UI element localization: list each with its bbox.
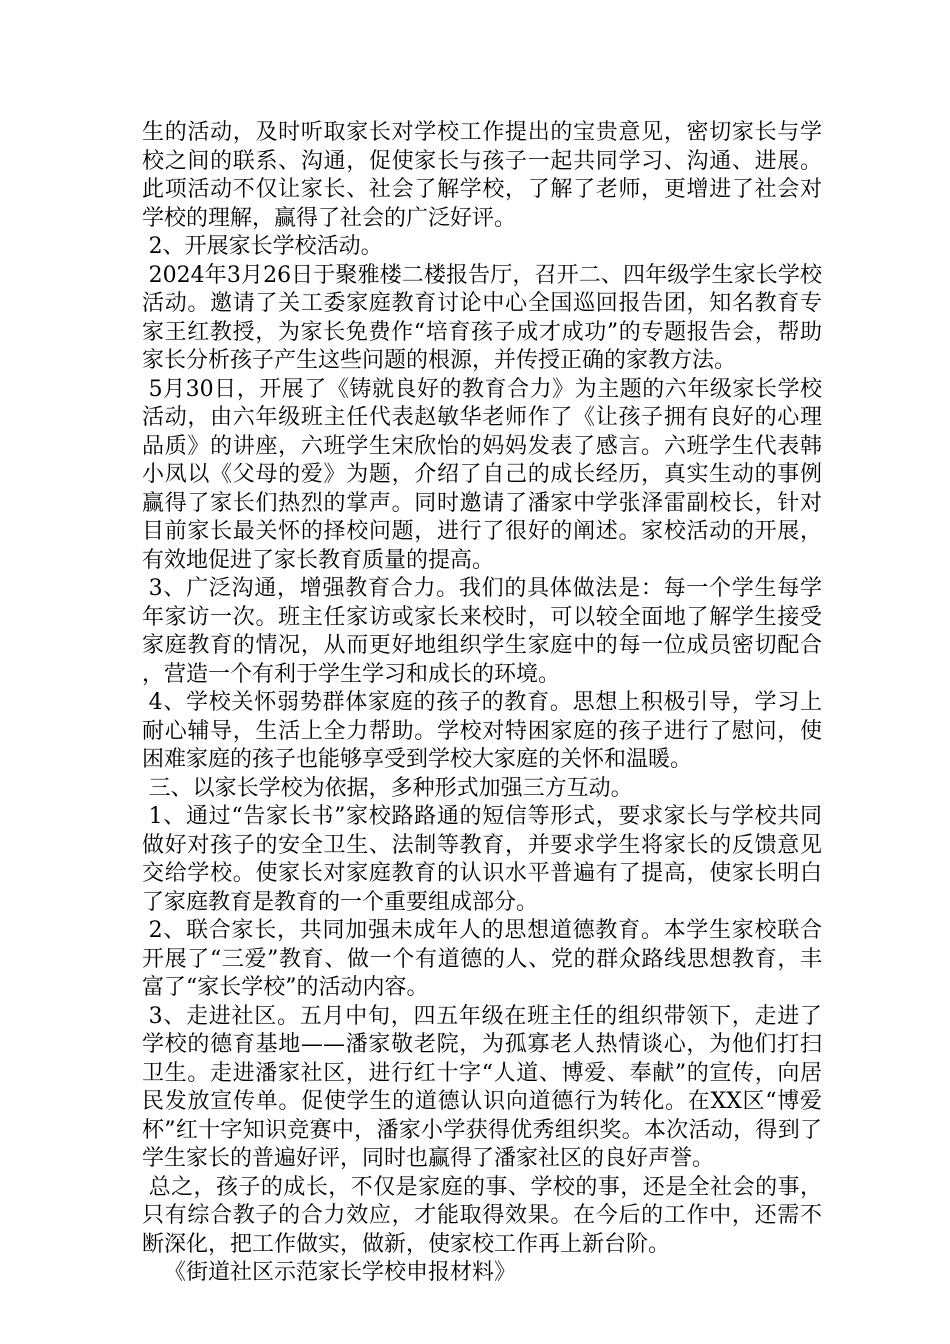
paragraph-communication: 3、广泛沟通，增强教育合力。我们的具体做法是：每一个学生每学年家访一次。班主任家访或家长来校时，可以较全面地了解学生接受家庭教育的情况，从而更好地组织学生家庭中的每一位成员密切配合，营造一个有利于学生学习和成长的环境。 — [142, 576, 822, 687]
paragraph-heading-parent-school-activities: 2、开展家长学校活动。 — [148, 234, 383, 259]
paragraph-section-three-heading: 三、以家长学校为依据，多种形式加强三方互动。 — [148, 775, 633, 801]
paragraph-care-disadvantaged: 4、学校关怀弱势群体家庭的孩子的教育。思想上积极引导，学习上耐心辅导，生活上全力帮助。学校对特困家庭的孩子进行了慰问，使困难家庭的孩子也能够享受到学校大家庭的关怀和温暖。 — [142, 690, 822, 772]
paragraph-may-activity: 5月30日，开展了《铸就良好的教育合力》为主题的六年级家长学校活动，由六年级班主任代表赵敏华老师作了《让孩子拥有良好的心理品质》的讲座，六班学生宋欣怡的妈妈发表了感言。六班学生代表韩小凤以《父母的爱》为题，介绍了自己的成长经历，真实生动的事例赢得了家长们热烈的掌声。同时邀请了潘家中学张泽雷副校长，针对目前家长最关怀的择校问题，进行了很好的阐述。家校活动的开展，有效地促进了家长教育质量的提高。 — [142, 376, 822, 573]
paragraph-intro-continuation: 生的活动，及时听取家长对学校工作提出的宝贵意见，密切家长与学校之间的联系、沟通，促使家长与孩子一起共同学习、沟通、进展。此项活动不仅让家长、社会了解学校，了解了老师，更增进了社会对学校的理解，赢得了社会的广泛好评。 — [142, 120, 822, 231]
paragraph-community: 3、走进社区。五月中旬，四五年级在班主任的组织带领下，走进了学校的德育基地——潘家敬老院，为孤寡老人热情谈心，为他们打扫卫生。走进潘家社区，进行红十字“人道、博爱、奉献”的宣传，向居民发放宣传单。促使学生的道德认识向道德行为转化。在XX区“博爱杯”红十字知识竞赛中，潘家小学获得优秀组织奖。本次活动，得到了学生家长的普遍好评，同时也赢得了潘家社区的良好声誉。 — [142, 1003, 822, 1171]
paragraph-conclusion: 总之，孩子的成长，不仅是家庭的事、学校的事，还是全社会的事，只有综合教子的合力效应，才能取得效果。在今后的工作中，还需不断深化，把工作做实，做新，使家校工作再上新台阶。 — [142, 1174, 822, 1257]
document-page — [142, 119, 822, 1288]
paragraph-title-reference: 《街道社区示范家长学校申报材料》 — [164, 1260, 517, 1285]
paragraph-march-activity: 2024年3月26日于聚雅楼二楼报告厅，召开二、四年级学生家长学校活动。邀请了关工委家庭教育讨论中心全国巡回报告团，知名教育专家王红教授，为家长免费作“培育孩子成才成功”的专题报告会，帮助家长分析孩子产生这些问题的根源，并传授正确的家教方法。 — [142, 262, 822, 373]
paragraph-letter-to-parents: 1、通过“告家长书”家校路路通的短信等形式，要求家长与学校共同做好对孩子的安全卫生、法制等教育，并要求学生将家长的反馈意见交给学校。使家长对家庭教育的认识水平普遍有了提高，使家长明白了家庭教育是教育的一个重要组成部分。 — [142, 804, 822, 915]
paragraph-moral-education: 2、联合家长，共同加强未成年人的思想道德教育。本学生家校联合开展了“三爱”教育、做一个有道德的人、党的群众路线思想教育，丰富了“家长学校”的活动内容。 — [142, 918, 822, 1000]
